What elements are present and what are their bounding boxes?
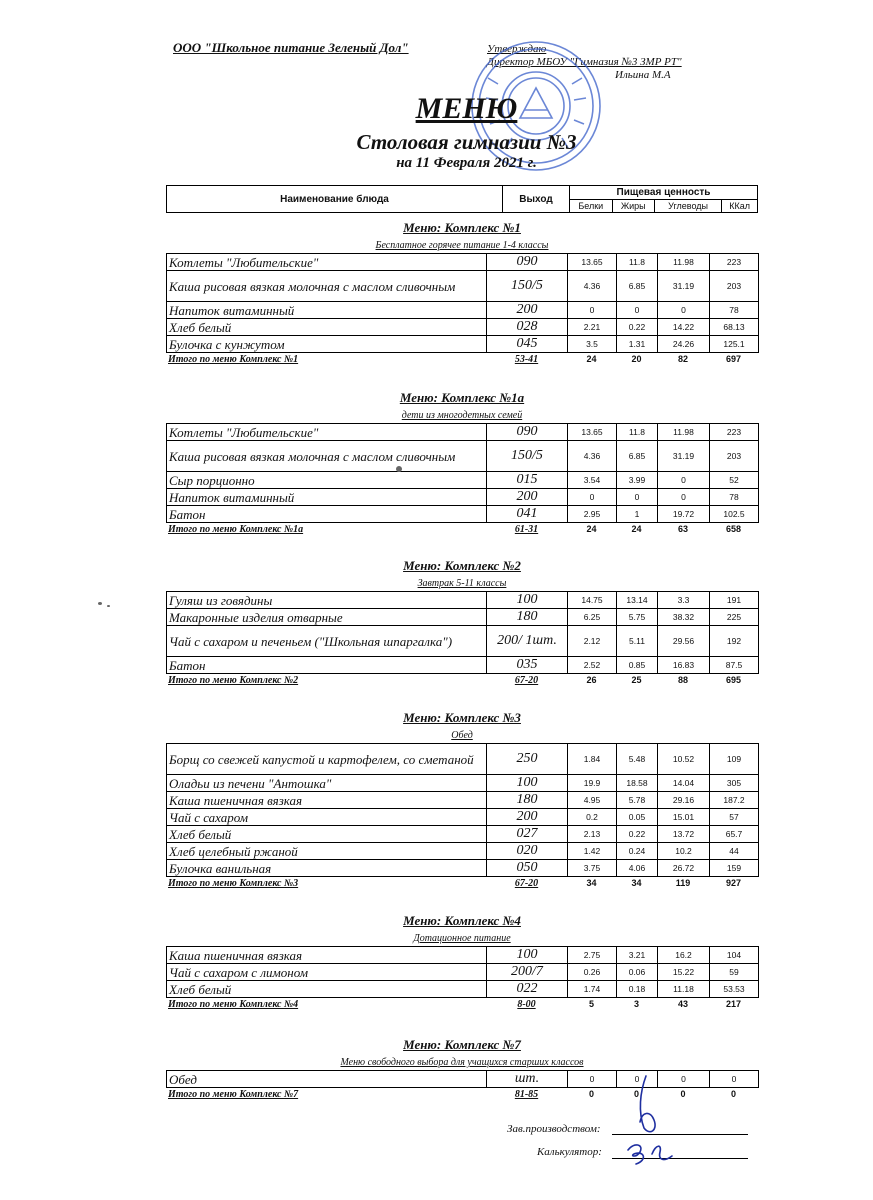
- dish-name: Макаронные изделия отварные: [167, 609, 487, 626]
- menu-section: [166, 389, 758, 535]
- total-price: 67-20: [514, 674, 539, 686]
- table-row: [167, 843, 759, 860]
- dish-name: Хлеб целебный ржаной: [167, 843, 487, 860]
- section-title: Меню: Комплекс №7: [403, 1037, 521, 1052]
- dish-protein: 13.65: [568, 424, 617, 441]
- table-row: [167, 506, 759, 523]
- dish-carbs: 0: [658, 302, 710, 319]
- dish-carbs: 31.19: [658, 441, 710, 472]
- dish-fat: 0.85: [617, 657, 658, 674]
- total-row: [166, 523, 758, 535]
- column-header-table: [166, 185, 758, 213]
- total-row: [166, 877, 758, 889]
- total-label: Итого по меню Комплекс №1а: [168, 523, 304, 535]
- table-row: [167, 609, 759, 626]
- table-row: [167, 860, 759, 877]
- dish-fat: 6.85: [617, 271, 658, 302]
- dish-kcal: 104: [710, 947, 759, 964]
- menu-section: [166, 219, 758, 365]
- dish-fat: 1.31: [617, 336, 658, 353]
- dish-output: 027: [487, 826, 568, 843]
- dish-table: [166, 423, 759, 523]
- table-row: [167, 626, 759, 657]
- dish-output: 100: [487, 775, 568, 792]
- dish-name: Булочка с кунжутом: [167, 336, 487, 353]
- total-label: Итого по меню Комплекс №3: [168, 877, 299, 889]
- table-row: [167, 775, 759, 792]
- director-title: Директор МБОУ "Гимназия №3 ЗМР РТ": [487, 56, 682, 68]
- total-carbs: 119: [675, 878, 691, 888]
- dish-carbs: 15.22: [658, 964, 710, 981]
- menu-section: [166, 557, 758, 686]
- total-kcal: 658: [725, 524, 742, 534]
- total-kcal: 697: [725, 354, 742, 364]
- dish-kcal: 78: [710, 302, 759, 319]
- table-row: [167, 981, 759, 998]
- dish-fat: 5.75: [617, 609, 658, 626]
- total-price: 53-41: [514, 353, 539, 365]
- dish-output: 041: [487, 506, 568, 523]
- dish-name: Каша рисовая вязкая молочная с маслом сливочным: [167, 271, 487, 302]
- section-subtitle: дети из многодетных семей: [401, 410, 523, 421]
- table-row: [167, 744, 759, 775]
- column-fat: Жиры: [612, 200, 654, 213]
- dish-carbs: 10.52: [658, 744, 710, 775]
- dish-carbs: 15.01: [658, 809, 710, 826]
- column-nutrition: Пищевая ценность: [570, 186, 758, 200]
- dish-fat: 3.99: [617, 472, 658, 489]
- table-row: [167, 792, 759, 809]
- dish-protein: 0: [568, 302, 617, 319]
- dish-kcal: 0: [710, 1071, 759, 1088]
- table-row: [167, 657, 759, 674]
- dish-output: 250: [487, 744, 568, 775]
- dish-protein: 2.21: [568, 319, 617, 336]
- dish-output: 150/5: [487, 441, 568, 472]
- director-name: Ильина М.А: [615, 69, 671, 81]
- dish-protein: 0.26: [568, 964, 617, 981]
- dish-name: Булочка ванильная: [167, 860, 487, 877]
- dish-kcal: 44: [710, 843, 759, 860]
- total-protein: 24: [586, 524, 597, 534]
- dish-output: 022: [487, 981, 568, 998]
- dish-protein: 1.42: [568, 843, 617, 860]
- dish-name: Оладьи из печени "Антошка": [167, 775, 487, 792]
- table-row: [167, 809, 759, 826]
- dish-carbs: 19.72: [658, 506, 710, 523]
- dish-carbs: 11.98: [658, 424, 710, 441]
- dish-fat: 0.06: [617, 964, 658, 981]
- dish-name: Хлеб белый: [167, 981, 487, 998]
- total-label: Итого по меню Комплекс №7: [168, 1088, 299, 1100]
- dish-output: 035: [487, 657, 568, 674]
- dish-fat: 0: [617, 489, 658, 506]
- dish-kcal: 305: [710, 775, 759, 792]
- total-kcal: 927: [725, 878, 742, 888]
- dish-carbs: 24.26: [658, 336, 710, 353]
- total-carbs: 63: [677, 524, 688, 534]
- dish-output: 200/ 1шт.: [487, 626, 568, 657]
- dish-output: 028: [487, 319, 568, 336]
- dish-output: 200: [487, 809, 568, 826]
- dish-protein: 3.75: [568, 860, 617, 877]
- total-fat: 3: [633, 999, 639, 1009]
- total-price: 81-85: [514, 1088, 539, 1100]
- total-price: 8-00: [517, 998, 536, 1010]
- total-kcal: 0: [730, 1089, 736, 1099]
- total-protein: 5: [588, 999, 594, 1009]
- dish-fat: 0.22: [617, 826, 658, 843]
- dish-carbs: 11.98: [658, 254, 710, 271]
- section-title: Меню: Комплекс №3: [403, 710, 521, 725]
- table-row: [167, 424, 759, 441]
- dish-name: Батон: [167, 506, 487, 523]
- dish-fat: 11.8: [617, 424, 658, 441]
- table-row: [167, 947, 759, 964]
- dish-output: 200: [487, 302, 568, 319]
- dish-protein: 6.25: [568, 609, 617, 626]
- dish-kcal: 57: [710, 809, 759, 826]
- dish-name: Напиток витаминный: [167, 302, 487, 319]
- total-fat: 24: [631, 524, 642, 534]
- dish-name: Гуляш из говядины: [167, 592, 487, 609]
- table-row: [167, 254, 759, 271]
- dish-protein: 2.75: [568, 947, 617, 964]
- total-carbs: 88: [677, 675, 688, 685]
- dish-kcal: 53.53: [710, 981, 759, 998]
- dish-name: Обед: [167, 1071, 487, 1088]
- dish-protein: 14.75: [568, 592, 617, 609]
- dish-kcal: 102.5: [710, 506, 759, 523]
- table-row: [167, 441, 759, 472]
- column-protein: Белки: [570, 200, 613, 213]
- menu-date: на 11 Февраля 2021 г.: [396, 155, 537, 171]
- menu-section: [166, 709, 758, 889]
- total-protein: 34: [586, 878, 597, 888]
- handwritten-signatures: [600, 1072, 700, 1168]
- dish-output: 100: [487, 592, 568, 609]
- dish-name: Чай с сахаром: [167, 809, 487, 826]
- dish-fat: 11.8: [617, 254, 658, 271]
- table-row: [167, 302, 759, 319]
- dish-carbs: 16.83: [658, 657, 710, 674]
- table-row: [167, 336, 759, 353]
- table-row: [167, 472, 759, 489]
- dish-name: Хлеб белый: [167, 319, 487, 336]
- dish-output: 180: [487, 609, 568, 626]
- dish-name: Котлеты "Любительские": [167, 254, 487, 271]
- dish-kcal: 191: [710, 592, 759, 609]
- dish-fat: 0.18: [617, 981, 658, 998]
- dish-fat: 6.85: [617, 441, 658, 472]
- dish-output: 020: [487, 843, 568, 860]
- total-protein: 24: [586, 354, 597, 364]
- dish-kcal: 78: [710, 489, 759, 506]
- dish-carbs: 0: [658, 1071, 710, 1088]
- dish-carbs: 3.3: [658, 592, 710, 609]
- dish-kcal: 223: [710, 424, 759, 441]
- section-subtitle: Завтрак 5-11 классы: [417, 578, 507, 589]
- dish-carbs: 16.2: [658, 947, 710, 964]
- total-label: Итого по меню Комплекс №1: [168, 353, 299, 365]
- dish-carbs: 0: [658, 472, 710, 489]
- total-row: [166, 998, 758, 1010]
- dish-table: [166, 591, 759, 674]
- total-fat: 0: [633, 1089, 639, 1099]
- dish-output: 050: [487, 860, 568, 877]
- scan-speck: [107, 605, 110, 607]
- dish-fat: 0: [617, 302, 658, 319]
- dish-protein: 2.95: [568, 506, 617, 523]
- dish-output: 180: [487, 792, 568, 809]
- dish-protein: 0.2: [568, 809, 617, 826]
- dish-kcal: 187.2: [710, 792, 759, 809]
- dish-carbs: 14.22: [658, 319, 710, 336]
- dish-fat: 5.48: [617, 744, 658, 775]
- dish-fat: 5.78: [617, 792, 658, 809]
- dish-kcal: 65.7: [710, 826, 759, 843]
- dish-protein: 1.74: [568, 981, 617, 998]
- section-title: Меню: Комплекс №4: [403, 913, 521, 928]
- table-row: [167, 592, 759, 609]
- total-label: Итого по меню Комплекс №4: [168, 998, 299, 1010]
- dish-carbs: 0: [658, 489, 710, 506]
- dish-name: Котлеты "Любительские": [167, 424, 487, 441]
- dish-carbs: 11.18: [658, 981, 710, 998]
- dish-fat: 1: [617, 506, 658, 523]
- dish-kcal: 109: [710, 744, 759, 775]
- dish-carbs: 29.56: [658, 626, 710, 657]
- dish-kcal: 203: [710, 271, 759, 302]
- total-fat: 34: [631, 878, 642, 888]
- total-carbs: 43: [677, 999, 688, 1009]
- column-dish: Наименование блюда: [167, 186, 503, 213]
- total-kcal: 695: [725, 675, 742, 685]
- calculator-label: Калькулятор:: [537, 1146, 602, 1158]
- dish-name: Напиток витаминный: [167, 489, 487, 506]
- dish-output: 090: [487, 424, 568, 441]
- dish-kcal: 59: [710, 964, 759, 981]
- section-title: Меню: Комплекс №1а: [399, 390, 525, 405]
- table-row: [167, 964, 759, 981]
- dish-protein: 4.95: [568, 792, 617, 809]
- dish-carbs: 29.16: [658, 792, 710, 809]
- total-price: 61-31: [514, 523, 539, 535]
- section-subtitle: Меню свободного выбора для учащихся старших классов: [340, 1057, 584, 1068]
- dish-name: Каша рисовая вязкая молочная с маслом сливочным: [167, 441, 487, 472]
- total-carbs: 82: [677, 354, 688, 364]
- total-fat: 20: [631, 354, 642, 364]
- dish-fat: 0.22: [617, 319, 658, 336]
- dish-fat: 0.24: [617, 843, 658, 860]
- menu-section: [166, 912, 758, 1010]
- approve-label: Утверждаю: [487, 43, 547, 55]
- section-title: Меню: Комплекс №1: [403, 220, 521, 235]
- dish-fat: 18.58: [617, 775, 658, 792]
- total-price: 67-20: [514, 877, 539, 889]
- dish-carbs: 10.2: [658, 843, 710, 860]
- total-kcal: 217: [725, 999, 742, 1009]
- column-carbs: Углеводы: [654, 200, 721, 213]
- dish-output: 200/7: [487, 964, 568, 981]
- dish-output: 150/5: [487, 271, 568, 302]
- table-row: [167, 489, 759, 506]
- dish-name: Хлеб белый: [167, 826, 487, 843]
- section-subtitle: Бесплатное горячее питание 1-4 классы: [375, 240, 549, 251]
- dish-kcal: 52: [710, 472, 759, 489]
- dish-kcal: 125.1: [710, 336, 759, 353]
- table-row: [167, 271, 759, 302]
- dish-name: Чай с сахаром и печеньем ("Школьная шпаргалка"): [167, 626, 487, 657]
- dish-output: шт.: [487, 1071, 568, 1088]
- dish-name: Батон: [167, 657, 487, 674]
- dish-name: Сыр порционно: [167, 472, 487, 489]
- dish-fat: 5.11: [617, 626, 658, 657]
- dish-kcal: 87.5: [710, 657, 759, 674]
- company-name: ООО "Школьное питание Зеленый Дол": [173, 40, 409, 55]
- dish-kcal: 225: [710, 609, 759, 626]
- total-protein: 26: [586, 675, 597, 685]
- table-row: [167, 319, 759, 336]
- dish-name: Борщ со свежей капустой и картофелем, со сметаной: [167, 744, 487, 775]
- dish-name: Каша пшеничная вязкая: [167, 947, 487, 964]
- total-row: [166, 674, 758, 686]
- table-row: [167, 826, 759, 843]
- dish-kcal: 192: [710, 626, 759, 657]
- dish-table: [166, 253, 759, 353]
- section-subtitle: Обед: [451, 730, 473, 741]
- page-subtitle: Столовая гимназии №3: [356, 130, 577, 154]
- dish-protein: 2.12: [568, 626, 617, 657]
- dish-carbs: 31.19: [658, 271, 710, 302]
- dish-carbs: 13.72: [658, 826, 710, 843]
- dish-output: 100: [487, 947, 568, 964]
- dish-name: Каша пшеничная вязкая: [167, 792, 487, 809]
- dish-carbs: 14.04: [658, 775, 710, 792]
- page-title: МЕНЮ: [415, 92, 518, 125]
- dish-table: [166, 946, 759, 998]
- dish-protein: 2.52: [568, 657, 617, 674]
- column-kcal: ККал: [722, 200, 758, 213]
- dish-fat: 13.14: [617, 592, 658, 609]
- dish-protein: 0: [568, 489, 617, 506]
- dish-protein: 4.36: [568, 271, 617, 302]
- dish-kcal: 203: [710, 441, 759, 472]
- dish-kcal: 223: [710, 254, 759, 271]
- dish-output: 015: [487, 472, 568, 489]
- dish-protein: 0: [568, 1071, 617, 1088]
- section-subtitle: Дотационное питание: [413, 933, 511, 944]
- dish-protein: 1.84: [568, 744, 617, 775]
- total-row: [166, 353, 758, 365]
- dish-protein: 19.9: [568, 775, 617, 792]
- section-title: Меню: Комплекс №2: [403, 558, 521, 573]
- dish-protein: 13.65: [568, 254, 617, 271]
- production-label: Зав.производством:: [507, 1123, 601, 1135]
- scan-speck: [396, 466, 402, 472]
- total-fat: 25: [631, 675, 642, 685]
- dish-fat: 4.06: [617, 860, 658, 877]
- dish-name: Чай с сахаром с лимоном: [167, 964, 487, 981]
- dish-protein: 4.36: [568, 441, 617, 472]
- dish-protein: 3.5: [568, 336, 617, 353]
- dish-output: 045: [487, 336, 568, 353]
- dish-fat: 0: [617, 1071, 658, 1088]
- dish-output: 200: [487, 489, 568, 506]
- dish-table: [166, 743, 759, 877]
- total-protein: 0: [588, 1089, 594, 1099]
- dish-kcal: 68.13: [710, 319, 759, 336]
- column-output: Выход: [503, 186, 570, 213]
- dish-carbs: 38.32: [658, 609, 710, 626]
- dish-protein: 2.13: [568, 826, 617, 843]
- total-carbs: 0: [680, 1089, 686, 1099]
- dish-carbs: 26.72: [658, 860, 710, 877]
- dish-kcal: 159: [710, 860, 759, 877]
- dish-fat: 3.21: [617, 947, 658, 964]
- total-label: Итого по меню Комплекс №2: [168, 674, 299, 686]
- dish-protein: 3.54: [568, 472, 617, 489]
- dish-fat: 0.05: [617, 809, 658, 826]
- dish-output: 090: [487, 254, 568, 271]
- scan-speck: [98, 602, 102, 605]
